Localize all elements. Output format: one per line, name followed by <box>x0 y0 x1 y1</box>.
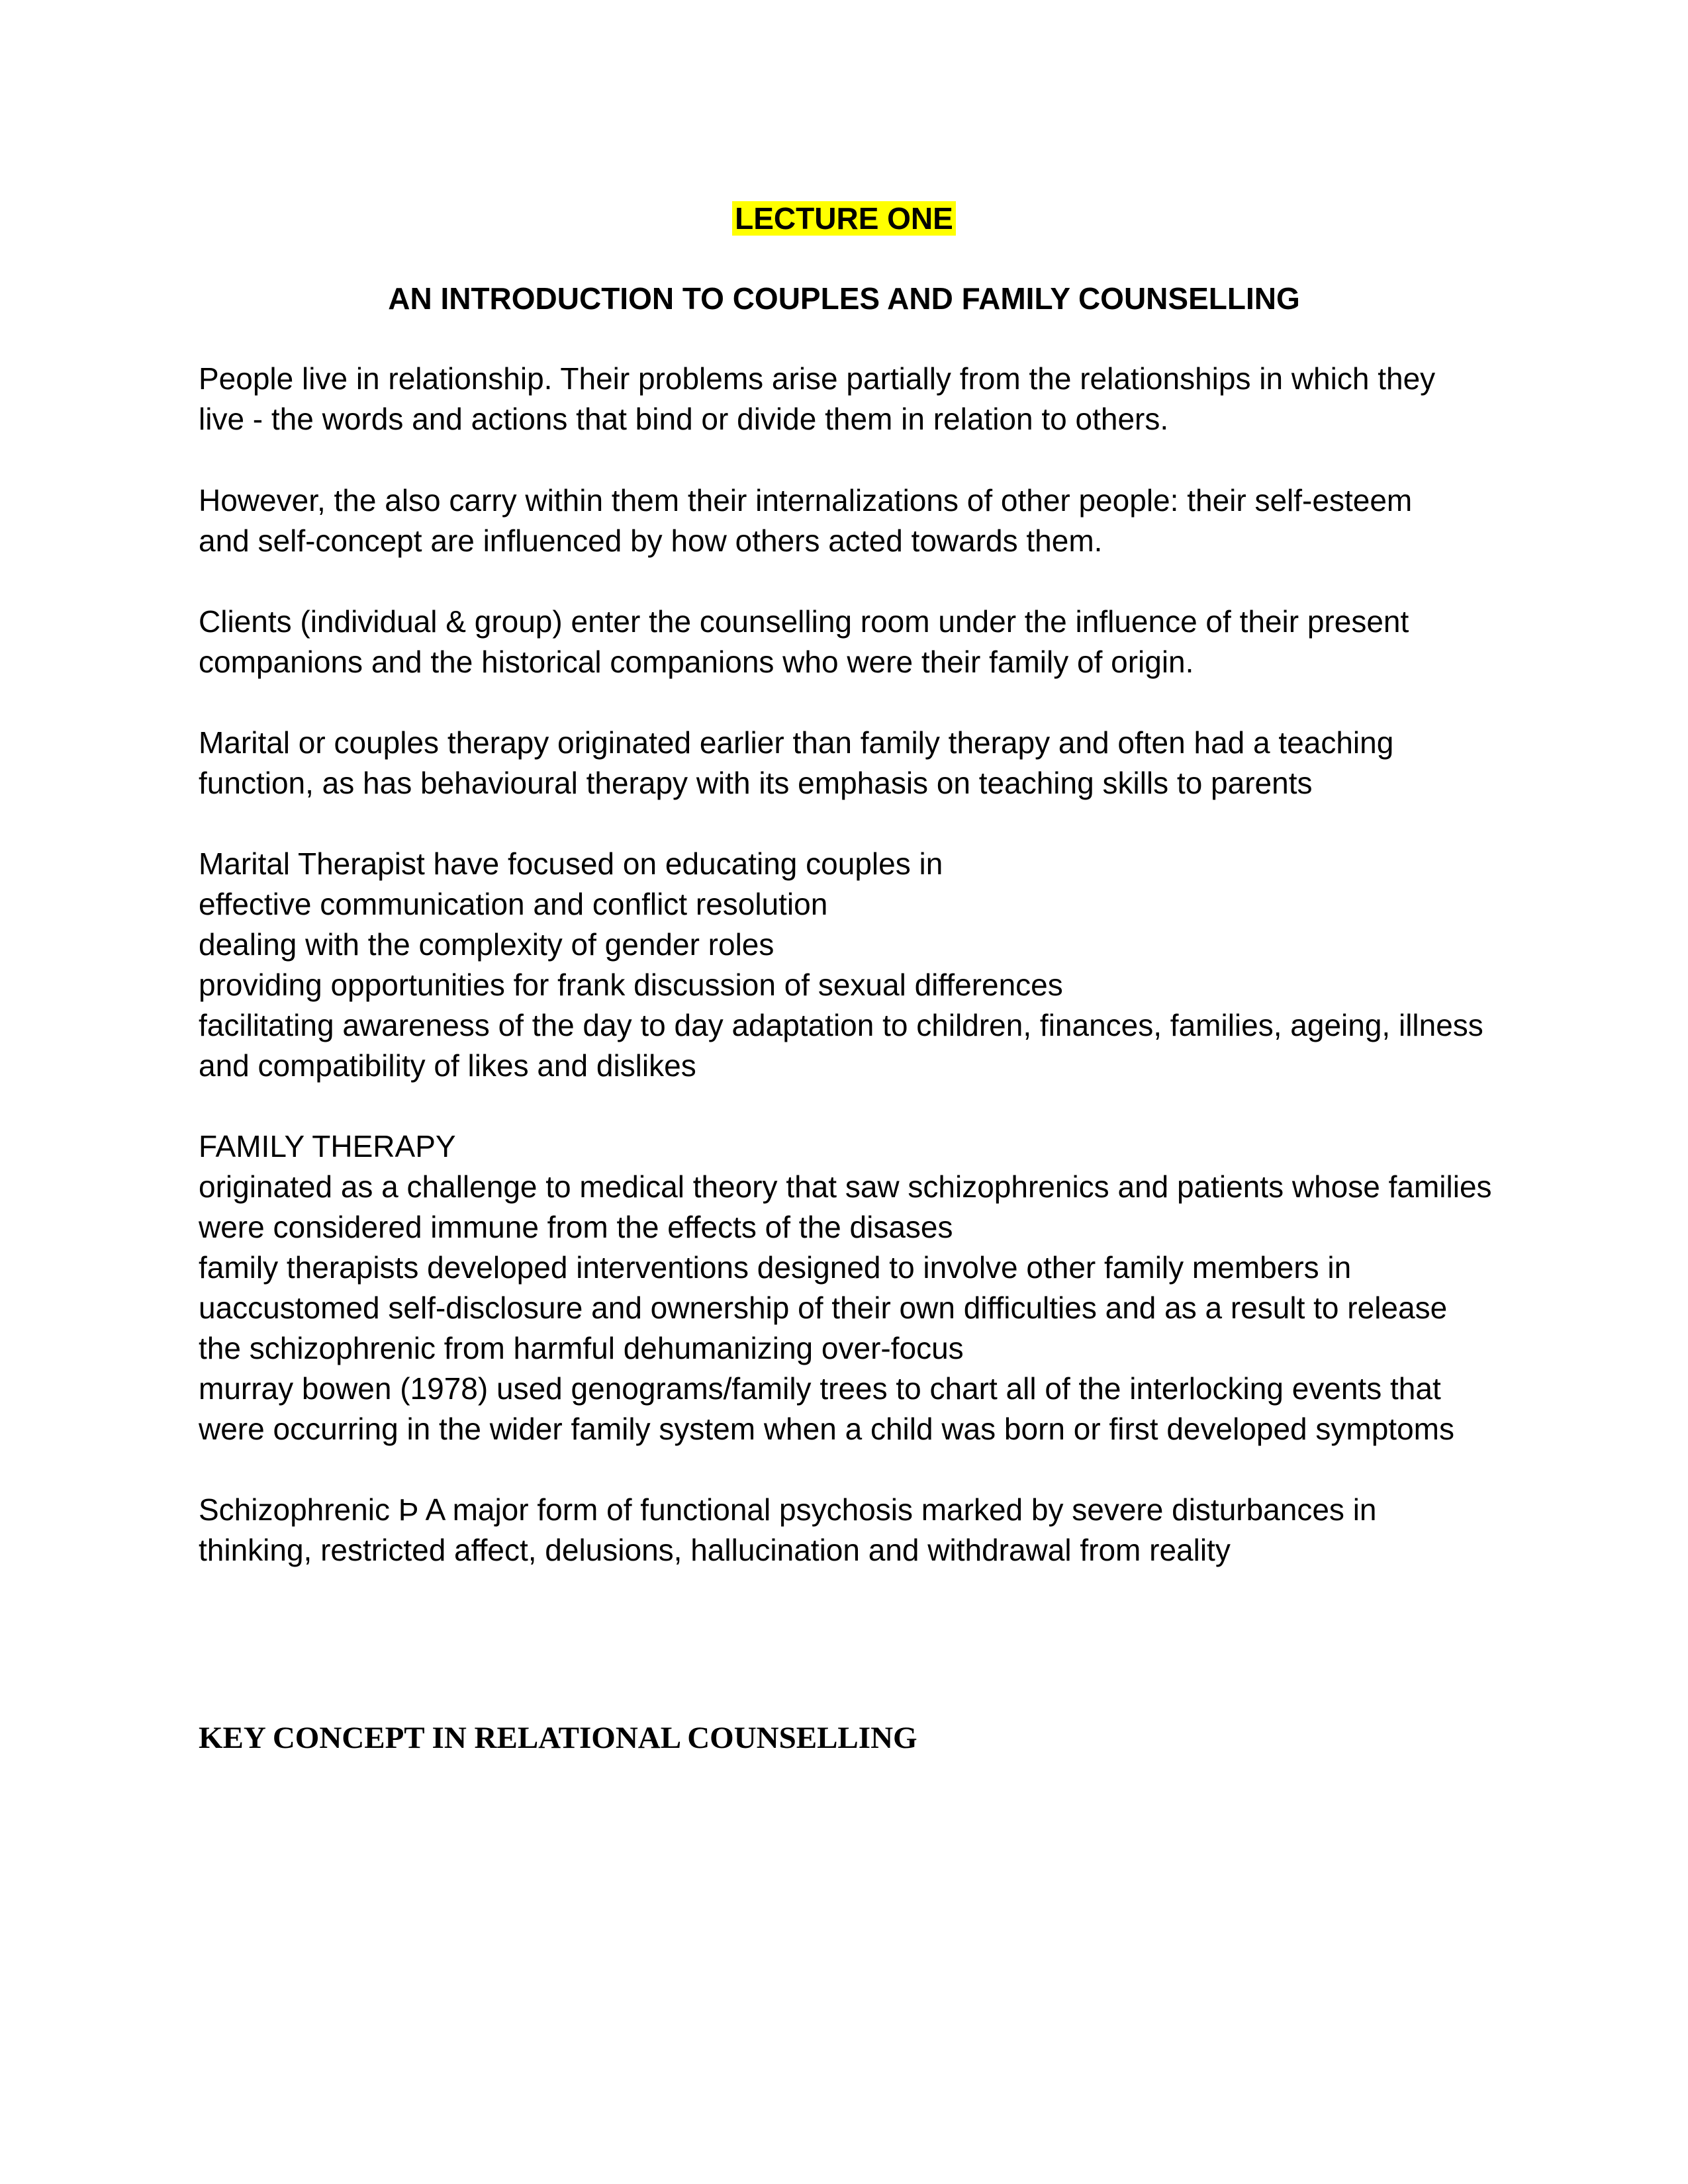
text-line: were considered immune from the effects of the disases <box>199 1210 953 1244</box>
text-line: function, as has behavioural therapy with its emphasis on teaching skills to parents <box>199 766 1313 800</box>
text-line: Clients (individual & group) enter the counselling room under the influence of their present <box>199 604 1409 639</box>
text-line: effective communication and conflict resolution <box>199 887 828 921</box>
text-line: People live in relationship. Their problems arise partially from the relationships in which they <box>199 361 1436 396</box>
text-line: were occurring in the wider family system when a child was born or first developed symptoms <box>199 1412 1454 1446</box>
text-line: FAMILY THERAPY <box>199 1129 456 1163</box>
text-line: the schizophrenic from harmful dehumanizing over-focus <box>199 1331 964 1365</box>
text-line: thinking, restricted affect, delusions, hallucination and withdrawal from reality <box>199 1533 1231 1567</box>
document-title: AN INTRODUCTION TO COUPLES AND FAMILY COUNSELLING <box>388 281 1300 316</box>
text-line: family therapists developed interventions designed to involve other family members in <box>199 1250 1352 1285</box>
text-line: facilitating awareness of the day to day adaptation to children, finances, families, ageing, illness <box>199 1008 1483 1042</box>
text-line: murray bowen (1978) used genograms/family trees to chart all of the interlocking events that <box>199 1371 1441 1406</box>
text-line: live - the words and actions that bind or divide them in relation to others. <box>199 402 1169 436</box>
text-line: and compatibility of likes and dislikes <box>199 1048 696 1083</box>
text-line: uaccustomed self-disclosure and ownership of their own difficulties and as a result to release <box>199 1291 1448 1325</box>
text-line: and self-concept are influenced by how others acted towards them. <box>199 523 1103 558</box>
paragraph-3 <box>199 602 1409 682</box>
section-heading: KEY CONCEPT IN RELATIONAL COUNSELLING <box>199 1721 917 1755</box>
paragraph-1 <box>199 359 1435 439</box>
text-line: Schizophrenic Þ A major form of functional psychosis marked by severe disturbances in <box>199 1492 1377 1527</box>
text-line: Marital Therapist have focused on educating couples in <box>199 846 943 881</box>
paragraph-4 <box>199 723 1393 803</box>
paragraph-6 <box>199 1126 1492 1449</box>
paragraph-7 <box>199 1490 1377 1570</box>
text-line: Marital or couples therapy originated earlier than family therapy and often had a teaching <box>199 725 1394 760</box>
lecture-label: LECTURE ONE <box>732 201 956 236</box>
text-line: originated as a challenge to medical theory that saw schizophrenics and patients whose families <box>199 1169 1492 1204</box>
lecture-label-row <box>0 199 1688 239</box>
paragraph-2 <box>199 480 1412 561</box>
text-line: However, the also carry within them their internalizations of other people: their self-esteem <box>199 483 1413 518</box>
paragraph-5 <box>199 844 1483 1086</box>
text-line: dealing with the complexity of gender roles <box>199 927 774 962</box>
text-line: providing opportunities for frank discussion of sexual differences <box>199 968 1063 1002</box>
text-line: companions and the historical companions who were their family of origin. <box>199 645 1194 679</box>
